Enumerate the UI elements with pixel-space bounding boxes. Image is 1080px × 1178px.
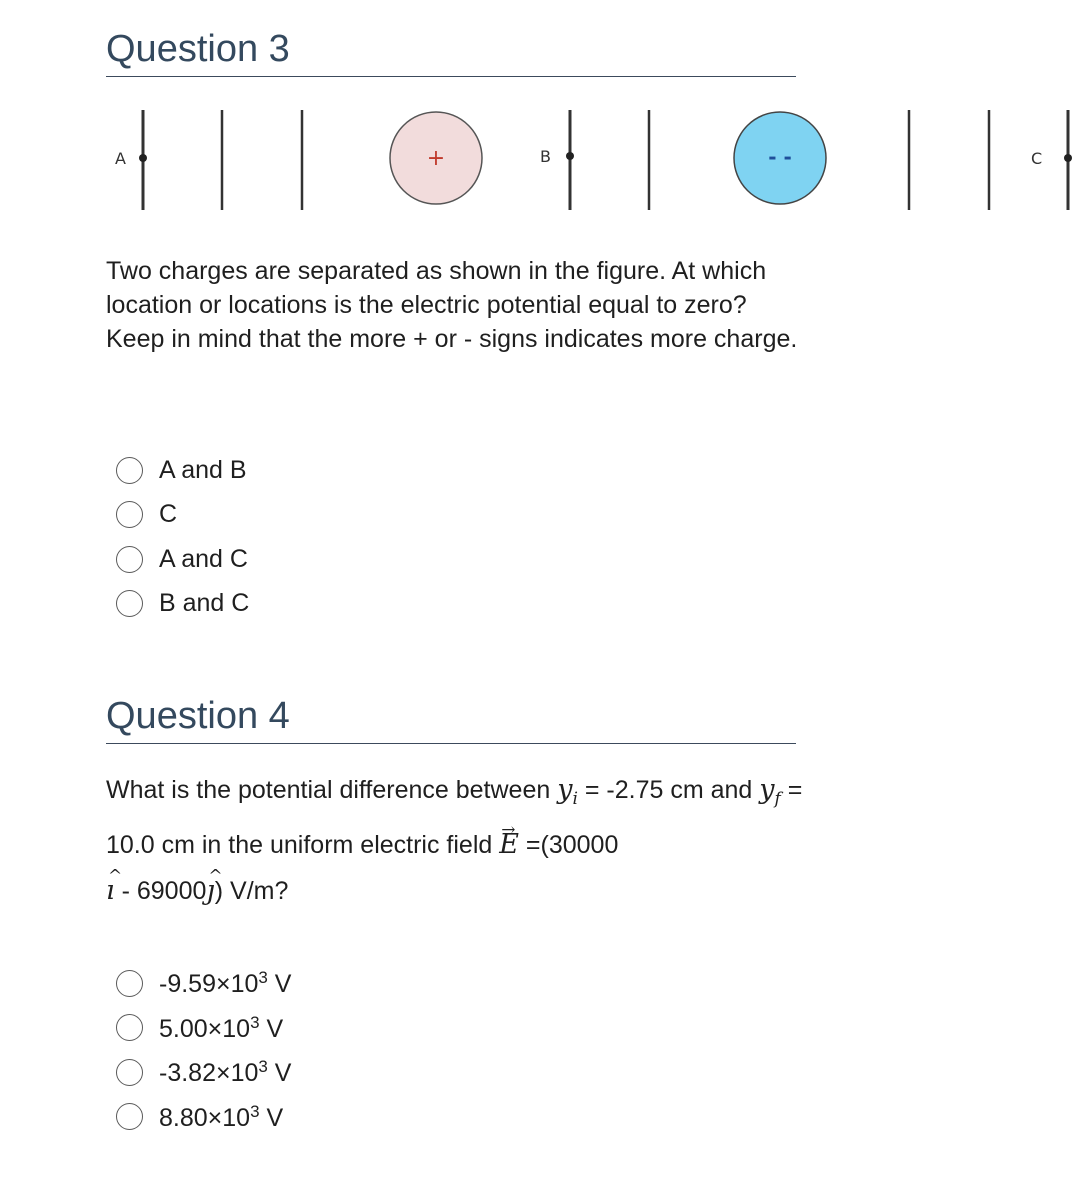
question-4-text-part: ) V/m? bbox=[214, 877, 289, 905]
answer-option[interactable] bbox=[116, 448, 249, 493]
point-c-marker bbox=[1031, 110, 1072, 210]
answer-label: C bbox=[159, 500, 178, 529]
point-b-marker bbox=[540, 110, 574, 210]
answer-option[interactable] bbox=[116, 1050, 291, 1095]
answer-option[interactable] bbox=[116, 537, 249, 582]
charges-figure bbox=[100, 100, 1080, 220]
answer-label: $-9.59\times 10^3$ V bbox=[159, 968, 292, 999]
point-c-label: C bbox=[1031, 149, 1043, 168]
i-hat-unit-vector: ^ ı bbox=[106, 868, 115, 913]
electric-field-vector: → E bbox=[499, 822, 519, 867]
radio-button[interactable] bbox=[116, 970, 143, 997]
question-4-text-part: = -2.75 cm and bbox=[577, 776, 760, 804]
point-a-marker bbox=[115, 110, 147, 210]
question-4-text-part: - 69000 bbox=[114, 877, 207, 905]
question-4-divider bbox=[106, 743, 796, 744]
answer-label: $8.80\times 10^3$ V bbox=[159, 1101, 284, 1132]
answer-option[interactable] bbox=[116, 582, 249, 627]
answer-label: A and C bbox=[159, 544, 248, 573]
answer-label: A and B bbox=[159, 455, 247, 484]
answer-option[interactable] bbox=[116, 1006, 291, 1051]
question-3-title: Question 3 bbox=[106, 28, 290, 70]
radio-button[interactable] bbox=[116, 1103, 143, 1130]
question-4-text-part: =(30000 bbox=[518, 831, 619, 859]
answer-label: $-3.82\times 10^3$ V bbox=[159, 1057, 292, 1088]
negative-charge bbox=[734, 112, 826, 204]
j-hat-unit-vector: ^ ȷ bbox=[206, 868, 214, 913]
y-initial-variable: $y_i$ bbox=[557, 774, 578, 809]
question-3-options bbox=[116, 448, 249, 626]
y-final-variable: $y_f$ bbox=[759, 774, 781, 809]
question-4-title: Question 4 bbox=[106, 695, 290, 737]
question-4-text-part: What is the potential difference between bbox=[106, 776, 558, 804]
answer-option[interactable] bbox=[116, 1095, 291, 1140]
positive-charge-sign: + bbox=[426, 146, 446, 171]
positive-charge bbox=[390, 112, 482, 204]
question-3-text: Two charges are separated as shown in the figure. At which location or locations is the electric potential equal to zero? Keep in mind that the more + or - signs indicates more charge. bbox=[106, 257, 798, 353]
point-a-label: A bbox=[115, 149, 126, 168]
radio-button[interactable] bbox=[116, 590, 143, 617]
answer-option[interactable] bbox=[116, 493, 249, 538]
radio-button[interactable] bbox=[116, 546, 143, 573]
question-4-text-part: = 10.0 cm in the uniform electric field bbox=[106, 776, 803, 859]
radio-button[interactable] bbox=[116, 501, 143, 528]
point-b-label: B bbox=[540, 147, 551, 166]
answer-option[interactable] bbox=[116, 961, 291, 1006]
question-4-text bbox=[106, 767, 806, 914]
radio-button[interactable] bbox=[116, 457, 143, 484]
question-4-options bbox=[116, 961, 291, 1139]
radio-button[interactable] bbox=[116, 1014, 143, 1041]
radio-button[interactable] bbox=[116, 1059, 143, 1086]
answer-label: B and C bbox=[159, 589, 250, 618]
answer-label: $5.00\times 10^3$ V bbox=[159, 1012, 284, 1043]
negative-charge-sign: - - bbox=[768, 145, 792, 169]
question-3-divider bbox=[106, 76, 796, 77]
